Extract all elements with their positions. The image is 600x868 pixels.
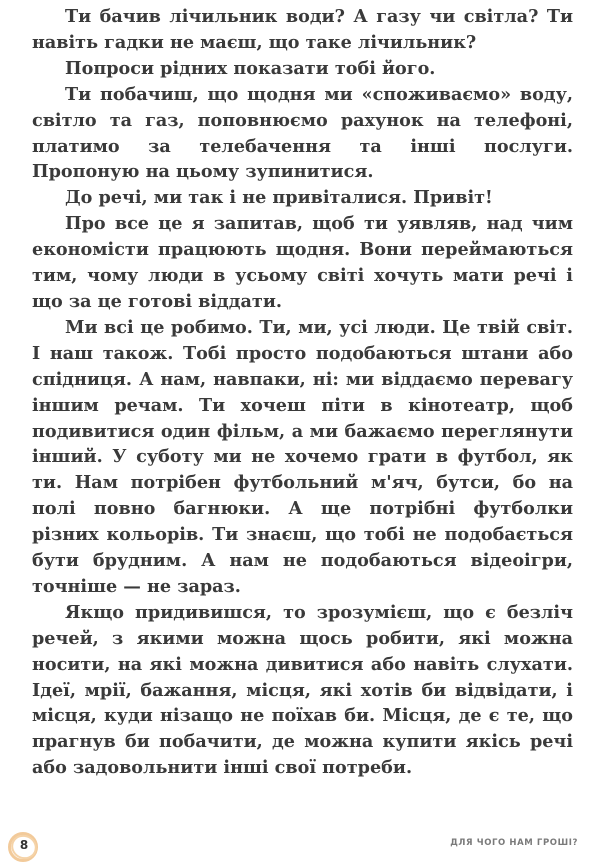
paragraph-3: Ти побачиш, що щодня ми «споживаємо» воду, світло та газ, поповнюємо рахунок на телефоні, платимо за телебачення та інші послуги. Пропоную на цьому зупинитися. [32,83,573,183]
paragraph-7: Якщо придивишся, то зрозумієш, що є безліч речей, з якими можна щось робити, які можна носити, на які можна дивитися або навіть слухати. Ідеї, мрії, бажання, місця, які хотів би відвідати, і місця, куди нізащо не поїхав би. Місця, де є те, що прагнув би побачити, де можна купити якісь речі або задовольнити інші свої потреби. [32,601,573,779]
paragraph-2: Попроси рідних показати тобі його. [65,57,436,79]
page-number-badge [8,832,40,864]
paragraph-4: До речі, ми так і не привіталися. Привіт! [65,187,493,209]
paragraph-5: Про все це я запитав, щоб ти уявляв, над чим економісти працюють щодня. Вони переймаються тим, чому люди в усьому світі хочуть мати речі і що за це готові віддати. [32,213,573,312]
running-title: ДЛЯ ЧОГО НАМ ГРОШІ? [450,838,578,848]
page-body [32,4,573,781]
paragraph-1: Ти бачив лічильник води? А газу чи світла? Ти навіть гадки не маєш, що таке лічильник? [32,6,573,53]
paragraph-6: Ми всі це робимо. Ти, ми, усі люди. Це твій світ. І наш також. Тобі просто подобаються штани або спідниця. А нам, навпаки, ні: ми віддаємо перевагу іншим речам. Ти хочеш піти в кінотеатр, щоб подивитися один фільм, а ми бажаємо переглянути інший. У суботу ми не хочемо грати в футбол, як ти. Нам потрібен футбольний м'яч, бутси, бо на полі повно багнюки. А ще потрібні футболки різних кольорів. Ти знаєш, що тобі не подобається бути брудним. А нам не подобаються відеоігри, точніше — не зараз. [32,316,573,597]
page-number: 8 [19,838,29,852]
